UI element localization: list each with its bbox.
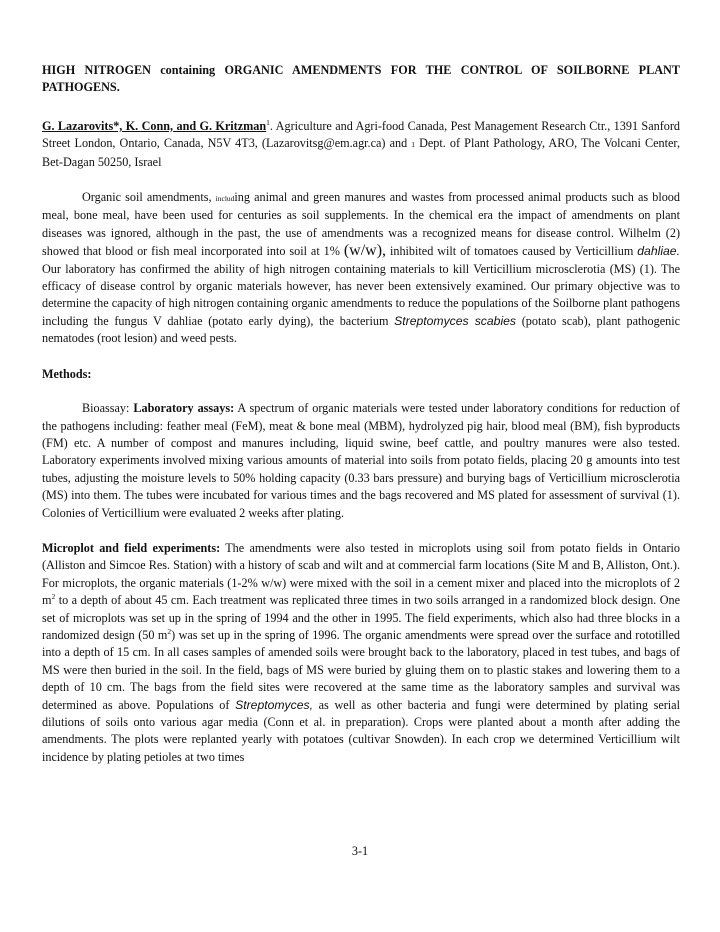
intro-dahliae: dahliae. — [637, 244, 680, 259]
intro-text-4: Our laboratory has confirmed the ability of high nitrogen containing materials to kill Verticillium microsclerotia (MS) (1). The efficacy of disease control by organic materials however, has never been extensively examined. Our primary objective was to determine the capacity of high nitrogen containing organic amendments to reduce the populations of the Soilborne plant pathogens including the fungus V dahliae (potato early dying), the bacterium — [42, 261, 680, 328]
microplot-streptomyces: Streptomyces, — [235, 697, 313, 712]
affiliation-a: . Agriculture and Agri-food Canada, Pest Management Research Ctr., 1391 Sanford Street London, Ontario, Canada, N5V 4T3, (Lazarovitsg@em.agr.ca) and — [42, 118, 681, 151]
intro-text-5: (potato scab), plant pathogenic nematodes (root lesion) and weed pests. — [42, 313, 681, 346]
microplot-sup-b: 2 — [167, 626, 172, 636]
paper-page — [42, 62, 680, 784]
microplot-lead: Microplot and field experiments: — [42, 540, 221, 555]
bioassay-lead: Laboratory assays: — [133, 401, 235, 416]
author-sup: 1 — [266, 117, 270, 127]
methods-heading: Methods: — [42, 366, 92, 381]
affiliation-b: Dept. of Plant Pathology, ARO, The Volcani Center, Bet-Dagan 50250, Israel — [42, 136, 680, 169]
microplot-text-4: as well as other bacteria and fungi were determined by plating serial dilutions of soils onto various agar media (Conn et al. in preparation). Crops were planted about a month after adding the amendments. The plots were replanted yearly with potatoes (cultivar Snowden). In each crop we determined Verticillium wilt incidence by plating petioles at two times — [42, 697, 680, 764]
bioassay-prefix: Bioassay: — [82, 401, 134, 416]
microplot-text-3: ) was set up in the spring of 1996. The organic amendments were spread over the surface and rototilled into a depth of 15 cm. In all cases samples of amended soils were brought back to the laboratory, placed in test tubes, and bags of MS were then buried in the soil. In the field, bags of MS were buried by gluing them on to plastic stakes and lowering them to a depth of 10 cm. The bags from the field sites were recovered at the same time as the laboratory samples and survival was determined as above. Populations of — [42, 627, 680, 712]
bioassay-text: A spectrum of organic materials were tested under laboratory conditions for reduction of the pathogens including: feather meal (FeM), meat & bone meal (MBM), hydrolyzed pig hair, blood meal (BM), fish byproducts (FM) etc. A number of compost and manures including, liquid swine, beef cattle, and poultry manures were also tested. Laboratory experiments involved mixing various amounts of material into soils from potato fields, placing 20 g amounts into test tubes, adjusting the moisture levels to 50% holding capacity (0.33 bars pressure) and burying bags of Verticillium microsclerotia (MS) into them. The tubes were incubated for various times and the bags recovered and MS plated for assessment of survival (1). Colonies of Verticillium were evaluated 2 weeks after plating. — [42, 401, 680, 520]
intro-paragraph — [42, 189, 680, 348]
paper-title: HIGH NITROGEN containing ORGANIC AMENDMENTS FOR THE CONTROL OF SOILBORNE PLANT PATHOGENS. — [42, 63, 680, 95]
author-block — [42, 118, 680, 171]
bioassay-paragraph — [42, 400, 680, 522]
intro-ww-text: (w/w), — [343, 242, 387, 260]
intro-text-2: ing animal and green manures and wastes from processed animal products such as blood meal, bone meal, have been used for centuries as soil supplements. In the chemical era the impact of amendments on plant diseases was ignored, although in the past, the use of amendments was a recognized means for disease control. Wilhelm (2) showed that blood or fish meal incorporated into soil at 1% — [42, 190, 680, 259]
intro-text-1: Organic soil amendments, — [82, 190, 216, 205]
microplot-text-1: The amendments were also tested in microplots using soil from potato fields in Ontario (Alliston and Simcoe Res. Station) with a history of scab and wilt and at commercial farm locations (Site M and B, Alliston, Ont.). For microplots, the organic materials (1-2% w/w) were mixed with the soil in a cement mixer and placed into the microplots of 2 m — [42, 540, 680, 608]
intro-text-3: inhibited wilt of tomatoes caused by Verticillium — [386, 244, 638, 259]
author-names: G. Lazarovits*, K. Conn, and G. Kritzman — [42, 118, 267, 133]
microplot-sup-a: 2 — [51, 592, 56, 602]
intro-streptomyces: Streptomyces scabies — [394, 313, 517, 328]
intro-small-text: includ — [215, 194, 235, 204]
microplot-paragraph — [42, 540, 680, 766]
microplot-text-2: to a depth of about 45 cm. Each treatment was replicated three times in two soils arranged in a randomized block design. One set of microplots was set up in the spring of 1994 and the other in 1995. The field experiments, which also had three blocks in a randomized design (50 m — [42, 593, 680, 642]
page-number: 3-1 — [351, 844, 369, 858]
affiliation-mark: 1 — [411, 140, 416, 150]
